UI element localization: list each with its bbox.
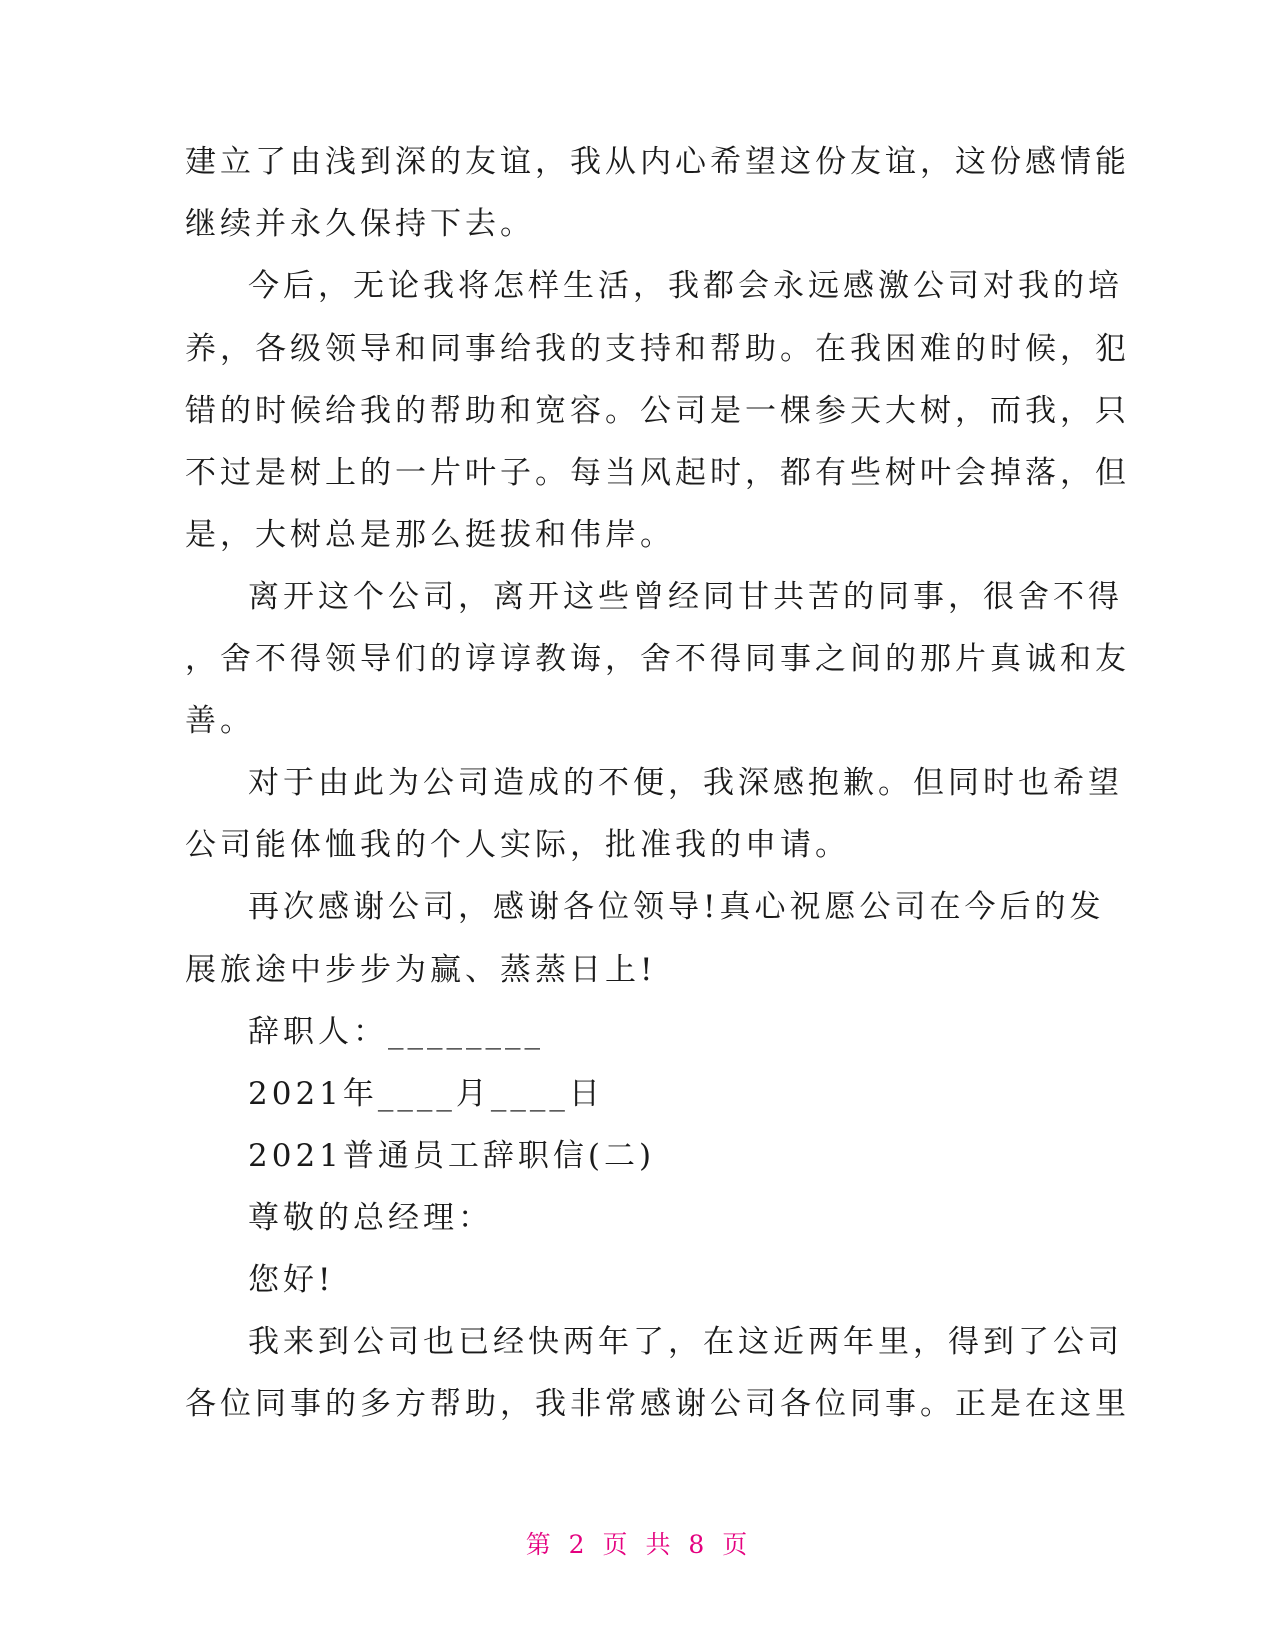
text-line: 错的时候给我的帮助和宽容。公司是一棵参天大树，而我，只 — [185, 393, 1130, 429]
text-line: 对于由此为公司造成的不便，我深感抱歉。但同时也希望 — [248, 765, 1123, 801]
text-line: 继续并永久保持下去。 — [185, 206, 535, 242]
date-line: 2021年____月____日 — [248, 1076, 604, 1112]
greeting: 您好! — [248, 1262, 335, 1298]
text-line: ，舍不得领导们的谆谆教诲，舍不得同事之间的那片真诚和友 — [185, 641, 1130, 677]
text-line: 离开这个公司，离开这些曾经同甘共苦的同事，很舍不得 — [248, 579, 1123, 615]
text-line: 各位同事的多方帮助，我非常感谢公司各位同事。正是在这里 — [185, 1386, 1130, 1422]
text-line: 今后，无论我将怎样生活，我都会永远感激公司对我的培 — [248, 268, 1123, 304]
text-line: 我来到公司也已经快两年了，在这近两年里，得到了公司 — [248, 1324, 1123, 1360]
text-line: 善。 — [185, 703, 255, 739]
text-line: 再次感谢公司，感谢各位领导!真心祝愿公司在今后的发 — [248, 889, 1105, 925]
text-line: 是，大树总是那么挺拔和伟岸。 — [185, 517, 675, 553]
text-line: 公司能体恤我的个人实际，批准我的申请。 — [185, 827, 850, 863]
section-title: 2021普通员工辞职信(二) — [248, 1138, 656, 1174]
page-number-footer: 第 2 页 共 8 页 — [525, 1530, 750, 1559]
text-line: 不过是树上的一片叶子。每当风起时，都有些树叶会掉落，但 — [185, 455, 1130, 491]
text-line: 展旅途中步步为赢、蒸蒸日上! — [185, 952, 657, 988]
text-line: 养，各级领导和同事给我的支持和帮助。在我困难的时候，犯 — [185, 331, 1130, 367]
signature-line: 辞职人：________ — [248, 1014, 544, 1050]
text-line: 建立了由浅到深的友谊，我从内心希望这份友谊，这份感情能 — [185, 144, 1130, 180]
salutation: 尊敬的总经理： — [248, 1200, 493, 1236]
